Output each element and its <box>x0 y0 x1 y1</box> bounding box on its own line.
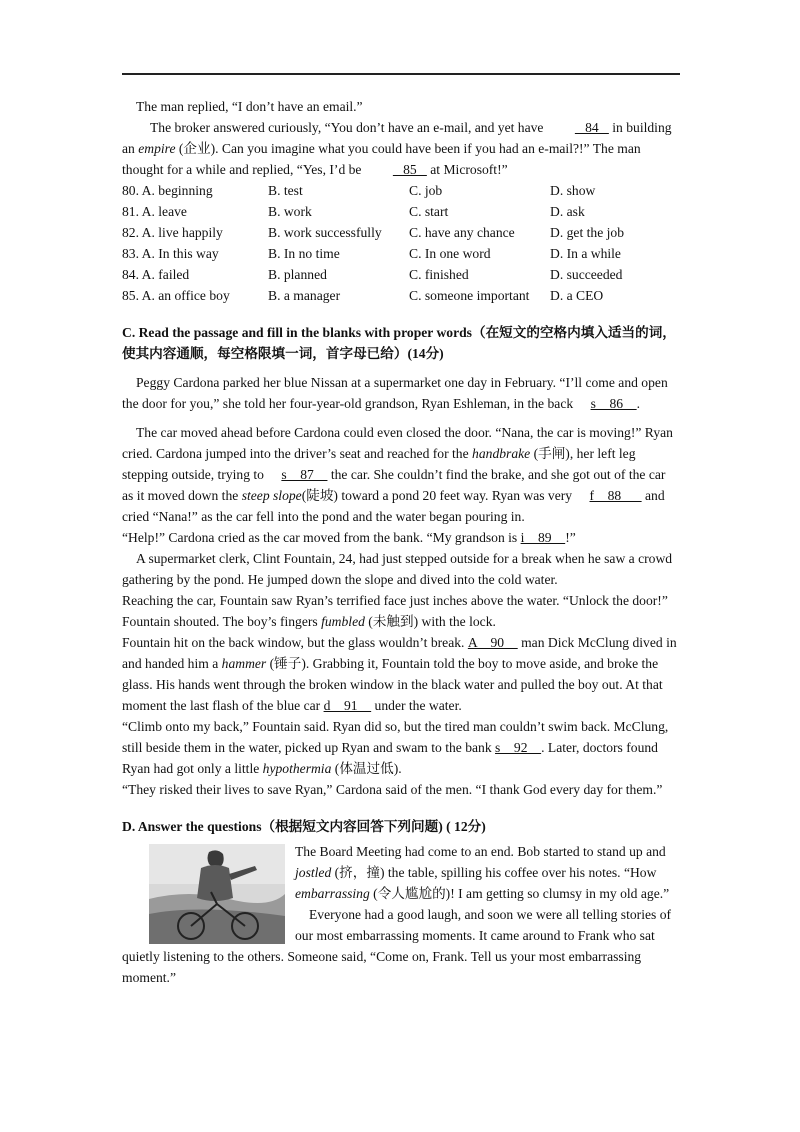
option-d: D. get the job <box>550 225 624 240</box>
blank-92[interactable]: s 92 <box>495 740 542 755</box>
option-b: B. planned <box>268 267 327 282</box>
option-row <box>122 222 680 243</box>
blank-87[interactable]: s 87 <box>281 467 328 482</box>
option-c: C. In one word <box>409 246 491 261</box>
blank-90[interactable]: A 90 <box>467 635 518 650</box>
option-a: 85. A. an office boy <box>122 288 230 303</box>
c-paragraph-2: The car moved ahead before Cardona could even closed the door. “Nana, the car is moving!” Ryan cried. Cardona jumped into the driver’s seat and reached for the handbrake (手闸), her left leg stepping outside, trying to s 87 the car. She couldn’t find the brake, and she got out of the car as it moved down the steep slope(陡坡) toward a pond 20 feet way. Ryan was very f 88 and cried “Nana!” as the car fell into the pond and the water began pouring in. <box>122 425 673 524</box>
c-paragraph-6: Fountain hit on the back window, but the glass wouldn’t break. A 90 man Dick McClung dived in and handed him a hammer (锤子). Grabbing it, Fountain told the boy to move aside, and broke the glass. His hands went through the broken window in the black water and pulled the boy out. At that moment the last flash of the blue car d 91 under the water. <box>122 632 680 716</box>
option-row <box>122 285 680 306</box>
option-b: B. a manager <box>268 288 341 303</box>
d-paragraph-2: Everyone had a good laugh, and soon we were all telling stories of our most embarrassing moments. It came around to Frank who sat quietly listening to the others. Someone said, “Come on, Frank. Tell us your most embarrassing moment.” <box>122 907 672 985</box>
option-b: B. work successfully <box>268 225 382 240</box>
option-a: 83. A. In this way <box>122 246 219 261</box>
options-table <box>122 180 680 306</box>
option-c: C. have any chance <box>409 225 515 240</box>
section-c-heading: C. Read the passage and fill in the blanks with proper words（在短文的空格内填入适当的词，使其内容通顺，每空格限填一词，首字母已给）(14分) <box>122 325 676 361</box>
option-row <box>122 264 680 285</box>
blank-85[interactable]: 85 <box>392 162 427 177</box>
option-d: D. succeeded <box>550 267 623 282</box>
c-paragraph-5: Reaching the car, Fountain saw Ryan’s terrified face just inches above the water. “Unlock the door!” Fountain shouted. The boy’s fingers fumbled (未触到) with the lock. <box>122 593 668 629</box>
option-row <box>122 243 680 264</box>
option-d: D. In a while <box>550 246 621 261</box>
option-c: C. finished <box>409 267 469 282</box>
option-c: C. start <box>409 204 449 219</box>
c-paragraph-7: “Climb onto my back,” Fountain said. Ryan did so, but the tired man couldn’t swim back. McClung, still beside them in the water, picked up Ryan and swam to the bank s 92 . Later, doctors found Ryan had got only a little hypothermia (体温过低). <box>122 719 669 776</box>
blank-86[interactable]: s 86 <box>590 396 637 411</box>
blank-84[interactable]: 84 <box>574 120 609 135</box>
section-d-heading: D. Answer the questions（根据短文内容回答下列问题) ( 12分) <box>122 819 486 834</box>
c-paragraph-4: A supermarket clerk, Clint Fountain, 24, had just stepped outside for a break when he saw a crowd gathering by the pond. He jumped down the slope and dived into the cold water. <box>122 551 673 587</box>
header-rule <box>122 73 680 75</box>
c-paragraph-1: Peggy Cardona parked her blue Nissan at a supermarket one day in February. “I’ll come and open the door for you,” she told her four-year-old grandson, Ryan Eshleman, in the back s 86 . <box>122 372 680 414</box>
man-on-bicycle-photo <box>149 844 285 944</box>
d-paragraph-1: The Board Meeting had come to an end. Bob started to stand up and jostled (挤，撞) the table, spilling his coffee over his notes. “How embarrassing (令人尴尬的)! I am getting so clumsy in my old age.” <box>295 844 670 901</box>
c-paragraph-8: “They risked their lives to save Ryan,” Cardona said of the men. “I thank God every day for them.” <box>122 782 663 797</box>
option-d: D. a CEO <box>550 288 604 303</box>
intro-line: The man replied, “I don’t have an email.” <box>136 99 363 114</box>
option-d: D. show <box>550 183 596 198</box>
option-a: 82. A. live happily <box>122 225 223 240</box>
section-d-body <box>122 841 680 988</box>
option-c: C. someone important <box>409 288 530 303</box>
c-paragraph-3: “Help!” Cardona cried as the car moved from the bank. “My grandson is i 89 !” <box>122 527 680 548</box>
option-b: B. test <box>268 183 303 198</box>
blank-89[interactable]: i 89 <box>520 530 566 545</box>
blank-91[interactable]: d 91 <box>323 698 372 713</box>
option-row <box>122 201 680 222</box>
option-d: D. ask <box>550 204 585 219</box>
option-c: C. job <box>409 183 443 198</box>
document-page <box>122 96 680 988</box>
blank-88[interactable]: f 88 <box>589 488 642 503</box>
intro-paragraph: The broker answered curiously, “You don’t have an e-mail, and yet have 84 in building an empire (企业). Can you imagine what you could have been if you had an e-mail?!” The man thought for a while and replied, “Yes, I’d be 85 at Microsoft!” <box>122 117 680 180</box>
option-b: B. In no time <box>268 246 340 261</box>
option-a: 84. A. failed <box>122 267 190 282</box>
option-a: 81. A. leave <box>122 204 187 219</box>
option-row <box>122 180 680 201</box>
option-a: 80. A. beginning <box>122 183 213 198</box>
option-b: B. work <box>268 204 312 219</box>
